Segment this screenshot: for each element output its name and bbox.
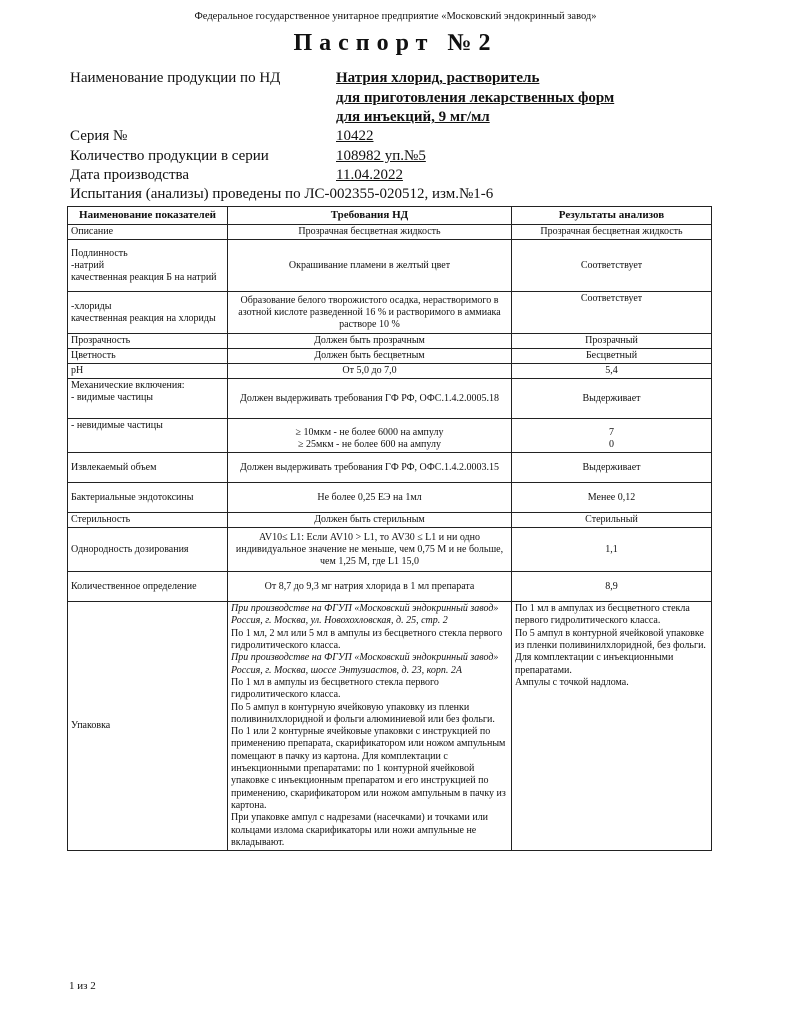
table-row bbox=[68, 419, 712, 453]
table-row bbox=[68, 334, 712, 349]
row-result: Менее 0,12 bbox=[512, 483, 712, 513]
row-result: 1,1 bbox=[512, 528, 712, 572]
row-name: Механические включения: - видимые частицы bbox=[68, 379, 228, 419]
packaging-res-text: По 1 мл в ампулах из бесцветного стекла первого гидролитического класса. bbox=[515, 603, 690, 627]
row-result: 7 0 bbox=[512, 419, 712, 453]
row-name: Бактериальные эндотоксины bbox=[68, 483, 228, 513]
packaging-requirements bbox=[228, 602, 512, 851]
row-requirement: Должен выдерживать требования ГФ РФ, ОФС.1.4.2.0003.15 bbox=[228, 453, 512, 483]
row-result: Выдерживает bbox=[512, 379, 712, 419]
table-row bbox=[68, 528, 712, 572]
row-name: - невидимые частицы bbox=[68, 419, 228, 453]
row-result: Стерильный bbox=[512, 513, 712, 528]
row-result: Прозрачная бесцветная жидкость bbox=[512, 225, 712, 240]
packaging-req-text: По 1 мл, 2 мл или 5 мл в ампулы из бесцветного стекла первого гидролитического класса. bbox=[231, 627, 503, 652]
table-row bbox=[68, 513, 712, 528]
table-row bbox=[68, 453, 712, 483]
page-number: 1 из 2 bbox=[69, 980, 96, 992]
row-name: Количественное определение bbox=[68, 572, 228, 602]
product-name-line-3: для инъекций, 9 мг/мл bbox=[336, 109, 490, 125]
analysis-table bbox=[67, 206, 712, 851]
quantity-value: 108982 уп.№5 bbox=[336, 148, 426, 164]
row-result: Бесцветный bbox=[512, 349, 712, 364]
header-col-results: Результаты анализов bbox=[512, 207, 712, 225]
row-requirement: Должен быть стерильным bbox=[228, 513, 512, 528]
row-name: Однородность дозирования bbox=[68, 528, 228, 572]
date-label: Дата производства bbox=[70, 167, 190, 183]
packaging-req-text: По 5 ампул в контурную ячейковую упаковку из пленки поливинилхлоридной и фольги алюминиевой или без фольги. bbox=[231, 701, 495, 725]
row-name: Подлинность -натрий качественная реакция Б на натрий bbox=[68, 240, 228, 292]
row-name: рН bbox=[68, 364, 228, 379]
row-name: Стерильность bbox=[68, 513, 228, 528]
date-value: 11.04.2022 bbox=[336, 167, 403, 183]
row-result: Выдерживает bbox=[512, 453, 712, 483]
table-row bbox=[68, 225, 712, 240]
row-requirement: Образование белого творожистого осадка, нерастворимого в азотной кислоте разведенной 16 % и растворимого в аммиака растворе 10 % bbox=[228, 292, 512, 334]
packaging-req-site-1: При производстве на ФГУП «Московский эндокринный завод» Россия, г. Москва, ул. Новохохловская, д. 25, стр. 2 bbox=[231, 603, 499, 627]
row-requirement: Должен быть бесцветным bbox=[228, 349, 512, 364]
table-row bbox=[68, 379, 712, 419]
tests-note: Испытания (анализы) проведены по ЛС-002355-020512, изм.№1-6 bbox=[70, 186, 494, 202]
table-row bbox=[68, 483, 712, 513]
table-row bbox=[68, 240, 712, 292]
packaging-name: Упаковка bbox=[68, 602, 228, 851]
row-name: Прозрачность bbox=[68, 334, 228, 349]
packaging-req-text: По 1 или 2 контурные ячейковые упаковки с инструкцией по применению препарата, скарификатором или ножом ампульным помещают в пачку из картона. Для комплектации с инъекционными препаратами: по 1 контурной ячейковой упаковке с инъекционным препаратом и его инструкцией по применению, скарификатором или ножом ампульным в пачку из картона. bbox=[231, 726, 506, 811]
packaging-req-text: По 1 мл в ампулы из бесцветного стекла первого гидролитического класса. bbox=[231, 676, 439, 701]
document-title: Паспорт №2 bbox=[293, 30, 498, 56]
row-requirement: AV10≤ L1: Если AV10 > L1, то AV30 ≤ L1 и ни одно индивидуальное значение не меньше, чем 0,75 М и не больше, чем 1,25 М, где L1 15,0 bbox=[228, 528, 512, 572]
row-requirement: Прозрачная бесцветная жидкость bbox=[228, 225, 512, 240]
product-name-line-1: Натрия хлорид, растворитель bbox=[336, 70, 540, 86]
header-col-name: Наименование показателей bbox=[68, 207, 228, 225]
packaging-res-text: Ампулы с точкой надлома. bbox=[515, 676, 629, 688]
packaging-res-text: По 5 ампул в контурной ячейковой упаковке из пленки поливинилхлоридной, без фольги. bbox=[515, 627, 706, 652]
series-value: 10422 bbox=[336, 128, 374, 144]
packaging-req-text: При упаковке ампул с надрезами (насечками) и точками или кольцами излома скарификаторы или ножи ампульные не вкладывают. bbox=[231, 812, 489, 848]
product-name-line-2: для приготовления лекарственных форм bbox=[336, 90, 615, 106]
header-col-requirements: Требования НД bbox=[228, 207, 512, 225]
table-row bbox=[68, 364, 712, 379]
row-name: -хлориды качественная реакция на хлориды bbox=[68, 292, 228, 334]
packaging-res-text: Для комплектации с инъекционными препаратами. bbox=[515, 652, 674, 676]
quantity-label: Количество продукции в серии bbox=[70, 148, 269, 164]
row-result: Соответствует bbox=[512, 240, 712, 292]
packaging-results bbox=[512, 602, 712, 851]
row-result: Прозрачный bbox=[512, 334, 712, 349]
row-result: Соответствует bbox=[512, 292, 712, 334]
table-row bbox=[68, 349, 712, 364]
row-requirement: Должен быть прозрачным bbox=[228, 334, 512, 349]
table-header-row bbox=[68, 207, 712, 225]
row-requirement: Окрашивание пламени в желтый цвет bbox=[228, 240, 512, 292]
series-label: Серия № bbox=[70, 128, 128, 144]
row-name: Цветность bbox=[68, 349, 228, 364]
row-requirement: Не более 0,25 ЕЭ на 1мл bbox=[228, 483, 512, 513]
product-label: Наименование продукции по НД bbox=[70, 70, 281, 86]
row-requirement: От 8,7 до 9,3 мг натрия хлорида в 1 мл препарата bbox=[228, 572, 512, 602]
row-requirement: ≥ 10мкм - не более 6000 на ампулу ≥ 25мкм - не более 600 на ампулу bbox=[228, 419, 512, 453]
row-result: 5,4 bbox=[512, 364, 712, 379]
packaging-row bbox=[68, 602, 712, 851]
row-requirement: От 5,0 до 7,0 bbox=[228, 364, 512, 379]
row-name: Описание bbox=[68, 225, 228, 240]
table-row bbox=[68, 292, 712, 334]
row-requirement: Должен выдерживать требования ГФ РФ, ОФС.1.4.2.0005.18 bbox=[228, 379, 512, 419]
row-name: Извлекаемый объем bbox=[68, 453, 228, 483]
packaging-req-site-2: При производстве на ФГУП «Московский эндокринный завод» Россия, г. Москва, шоссе Энтузиастов, д. 23, корп. 2А bbox=[231, 652, 499, 676]
organization-name: Федеральное государственное унитарное предприятие «Московский эндокринный завод» bbox=[194, 11, 597, 22]
row-result: 8,9 bbox=[512, 572, 712, 602]
table-row bbox=[68, 572, 712, 602]
